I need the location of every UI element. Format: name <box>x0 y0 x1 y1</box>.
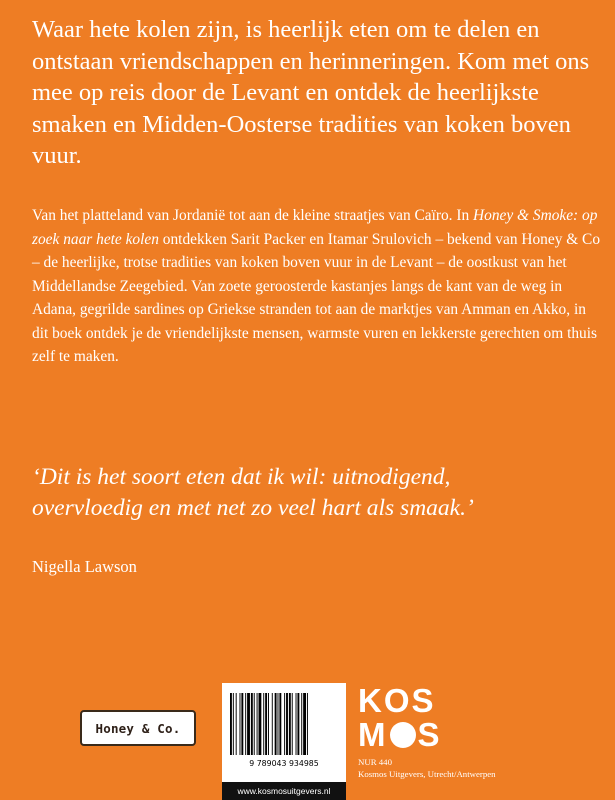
description-paragraph <box>32 204 602 369</box>
barcode-bar <box>279 693 281 755</box>
barcode-bar <box>289 693 291 755</box>
barcode-block <box>222 683 346 800</box>
barcode-bar <box>236 693 237 755</box>
barcode-bar <box>233 693 234 755</box>
intro-paragraph: Waar hete kolen zijn, is heerlijk eten om te delen en ontstaan vriendschappen en herinneringen. Kom met ons mee op reis door de Levant en ontdek de heerlijkste smaken en Midden-Oosterse tradities van koken boven vuur. <box>32 16 590 169</box>
barcode-bar <box>303 693 306 755</box>
review-quote: ‘Dit is het soort eten dat ik wil: uitnodigend, overvloedig en met net zo veel hart als smaak.’ <box>32 464 474 521</box>
barcode-bar <box>286 693 288 755</box>
barcode-bar <box>245 693 246 755</box>
publisher-url: www.kosmosuitgevers.nl <box>222 782 346 800</box>
kosmos-logo <box>358 684 478 752</box>
barcode-bar <box>275 693 277 755</box>
barcode-bar <box>278 693 279 755</box>
barcode-bar <box>297 693 299 755</box>
barcode-bar <box>259 693 262 755</box>
barcode-bar <box>257 693 258 755</box>
barcode-bar <box>254 693 255 755</box>
quote-author: Nigella Lawson <box>32 557 137 576</box>
nur-code: NUR 440 <box>358 757 392 767</box>
description-part-2: ontdekken Sarit Packer en Itamar Srulovich – bekend van Honey & Co – de heerlijke, trotse tradities van koken boven vuur in de Levant – de oostkust van het Middellandse Zeegebied. Van zoete geroosterde kastanjes langs de kant van de weg in Adana, gegrilde sardines op Griekse stranden tot aan de marktjes van Amman en Akko, in dit boek ontdek je de vriendelijkste mensen, warmste vuren en lekkerste gerechten om thuis zelf te maken. <box>32 230 601 365</box>
barcode-bar <box>230 693 232 755</box>
barcode-bar <box>272 693 273 755</box>
barcode-image <box>228 693 340 755</box>
barcode-bar <box>241 693 243 755</box>
barcode-bar <box>301 693 302 755</box>
barcode-bar <box>240 693 241 755</box>
book-title-inline: Honey & Smoke: op zoek naar hete kolen <box>32 207 598 248</box>
publisher-line: Kosmos Uitgevers, Utrecht/Antwerpen <box>358 769 496 779</box>
kosmos-logo-row-2 <box>358 718 478 752</box>
barcode-bar <box>268 693 269 755</box>
honey-and-co-logo-text: Honey & Co. <box>95 720 181 736</box>
barcode-bar <box>265 693 267 755</box>
isbn-number: 9 789043 934985 <box>249 759 319 768</box>
kosmos-logo-dot-icon <box>390 722 416 748</box>
barcode-bar <box>284 693 285 755</box>
barcode-bar <box>296 693 297 755</box>
kosmos-logo-letter-m: M <box>358 716 388 753</box>
honey-and-co-logo <box>80 710 196 746</box>
kosmos-logo-row-1: KOS <box>358 682 436 719</box>
barcode-bar <box>292 693 293 755</box>
barcode-bar <box>263 693 264 755</box>
description-part-1: Van het platteland van Jordanië tot aan de kleine straatjes van Caïro. In <box>32 207 474 224</box>
barcode-bar <box>251 693 253 755</box>
barcode-bar <box>307 693 308 755</box>
barcode-bar <box>247 693 250 755</box>
kosmos-logo-letter-s: S <box>417 716 442 753</box>
